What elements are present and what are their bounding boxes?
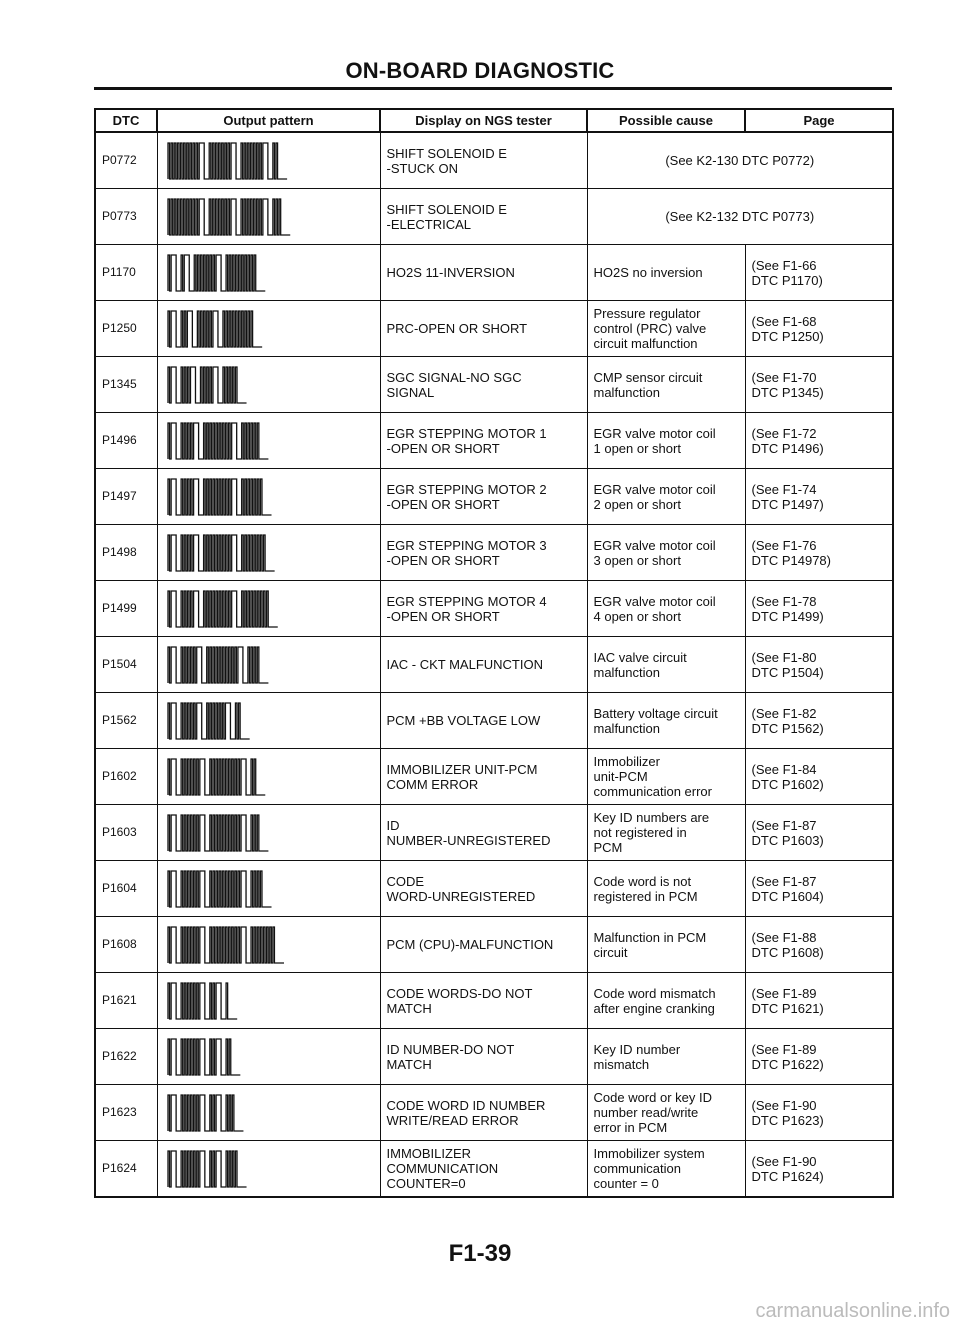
dtc-code: P1250: [95, 301, 157, 357]
ngs-display-text: CODE WORD-UNREGISTERED: [380, 861, 587, 917]
table-row: [95, 469, 893, 525]
output-pattern-waveform: [157, 469, 380, 525]
table-row: [95, 132, 893, 189]
output-pattern-waveform: [157, 861, 380, 917]
ngs-display-text: ID NUMBER-UNREGISTERED: [380, 805, 587, 861]
possible-cause: Immobilizer system communication counter = 0: [587, 1141, 745, 1198]
output-pattern-waveform: [157, 581, 380, 637]
table-row: [95, 357, 893, 413]
ngs-display-text: IMMOBILIZER UNIT-PCM COMM ERROR: [380, 749, 587, 805]
page-title: ON-BOARD DIAGNOSTIC: [345, 58, 615, 83]
possible-cause: Battery voltage circuit malfunction: [587, 693, 745, 749]
ngs-display-text: IMMOBILIZER COMMUNICATION COUNTER=0: [380, 1141, 587, 1198]
table-row: [95, 525, 893, 581]
output-pattern-waveform: [157, 245, 380, 301]
ngs-display-text: CODE WORD ID NUMBER WRITE/READ ERROR: [380, 1085, 587, 1141]
possible-cause: CMP sensor circuit malfunction: [587, 357, 745, 413]
output-pattern-waveform: [157, 749, 380, 805]
possible-cause: Key ID numbers are not registered in PCM: [587, 805, 745, 861]
output-pattern-waveform: [157, 1085, 380, 1141]
page-reference: (See F1-76 DTC P14978): [745, 525, 893, 581]
output-pattern-waveform: [157, 805, 380, 861]
table-row: [95, 189, 893, 245]
ngs-display-text: EGR STEPPING MOTOR 3 -OPEN OR SHORT: [380, 525, 587, 581]
dtc-code: P1497: [95, 469, 157, 525]
table-row: [95, 917, 893, 973]
table-row: [95, 245, 893, 301]
watermark: carmanualsonline.info: [755, 1300, 950, 1322]
dtc-code: P0772: [95, 132, 157, 189]
possible-cause: EGR valve motor coil 2 open or short: [587, 469, 745, 525]
output-pattern-waveform: [157, 132, 380, 189]
ngs-display-text: SGC SIGNAL-NO SGC SIGNAL: [380, 357, 587, 413]
ngs-display-text: EGR STEPPING MOTOR 1 -OPEN OR SHORT: [380, 413, 587, 469]
table-body: [95, 132, 893, 1197]
page-reference: (See K2-130 DTC P0772): [587, 132, 893, 189]
page-reference: (See F1-90 DTC P1624): [745, 1141, 893, 1198]
title-rule: [94, 87, 892, 90]
output-pattern-waveform: [157, 1029, 380, 1085]
page-reference: (See F1-89 DTC P1621): [745, 973, 893, 1029]
dtc-table: [94, 108, 894, 1198]
dtc-code: P1621: [95, 973, 157, 1029]
page-reference: (See F1-68 DTC P1250): [745, 301, 893, 357]
possible-cause: IAC valve circuit malfunction: [587, 637, 745, 693]
possible-cause: EGR valve motor coil 3 open or short: [587, 525, 745, 581]
ngs-display-text: SHIFT SOLENOID E -ELECTRICAL: [380, 189, 587, 245]
table-row: [95, 301, 893, 357]
output-pattern-waveform: [157, 413, 380, 469]
output-pattern-waveform: [157, 917, 380, 973]
possible-cause: Key ID number mismatch: [587, 1029, 745, 1085]
possible-cause: Immobilizer unit-PCM communication error: [587, 749, 745, 805]
possible-cause: Malfunction in PCM circuit: [587, 917, 745, 973]
page-reference: (See F1-84 DTC P1602): [745, 749, 893, 805]
possible-cause: Pressure regulator control (PRC) valve circuit malfunction: [587, 301, 745, 357]
dtc-code: P1624: [95, 1141, 157, 1198]
page-reference: (See F1-72 DTC P1496): [745, 413, 893, 469]
table-row: [95, 861, 893, 917]
column-header-output-pattern: Output pattern: [157, 109, 380, 132]
output-pattern-waveform: [157, 693, 380, 749]
output-pattern-waveform: [157, 637, 380, 693]
output-pattern-waveform: [157, 357, 380, 413]
page-reference: (See F1-70 DTC P1345): [745, 357, 893, 413]
output-pattern-waveform: [157, 301, 380, 357]
dtc-code: P1608: [95, 917, 157, 973]
ngs-display-text: PCM +BB VOLTAGE LOW: [380, 693, 587, 749]
possible-cause: Code word is not registered in PCM: [587, 861, 745, 917]
ngs-display-text: PCM (CPU)-MALFUNCTION: [380, 917, 587, 973]
dtc-code: P1504: [95, 637, 157, 693]
possible-cause: HO2S no inversion: [587, 245, 745, 301]
output-pattern-waveform: [157, 525, 380, 581]
possible-cause: Code word mismatch after engine cranking: [587, 973, 745, 1029]
table-row: [95, 581, 893, 637]
dtc-code: P1170: [95, 245, 157, 301]
dtc-code: P1496: [95, 413, 157, 469]
dtc-code: P1602: [95, 749, 157, 805]
table-header-row: [95, 109, 893, 132]
possible-cause: Code word or key ID number read/write error in PCM: [587, 1085, 745, 1141]
possible-cause: EGR valve motor coil 1 open or short: [587, 413, 745, 469]
dtc-code: P1562: [95, 693, 157, 749]
page-reference: (See F1-88 DTC P1608): [745, 917, 893, 973]
ngs-display-text: HO2S 11-INVERSION: [380, 245, 587, 301]
page-reference: (See F1-90 DTC P1623): [745, 1085, 893, 1141]
table-row: [95, 973, 893, 1029]
table-row: [95, 1085, 893, 1141]
column-header-page: Page: [745, 109, 893, 132]
page-reference: (See F1-87 DTC P1603): [745, 805, 893, 861]
page-reference: (See F1-82 DTC P1562): [745, 693, 893, 749]
ngs-display-text: PRC-OPEN OR SHORT: [380, 301, 587, 357]
column-header-display: Display on NGS tester: [380, 109, 587, 132]
table-row: [95, 637, 893, 693]
ngs-display-text: SHIFT SOLENOID E -STUCK ON: [380, 132, 587, 189]
page-reference: (See F1-78 DTC P1499): [745, 581, 893, 637]
dtc-code: P1622: [95, 1029, 157, 1085]
dtc-code: P1604: [95, 861, 157, 917]
ngs-display-text: IAC - CKT MALFUNCTION: [380, 637, 587, 693]
page-number: F1-39: [448, 1240, 512, 1267]
ngs-display-text: EGR STEPPING MOTOR 2 -OPEN OR SHORT: [380, 469, 587, 525]
dtc-code: P0773: [95, 189, 157, 245]
ngs-display-text: CODE WORDS-DO NOT MATCH: [380, 973, 587, 1029]
column-header-possible-cause: Possible cause: [587, 109, 745, 132]
table-row: [95, 1029, 893, 1085]
output-pattern-waveform: [157, 973, 380, 1029]
table-row: [95, 413, 893, 469]
table-row: [95, 693, 893, 749]
table-row: [95, 749, 893, 805]
page-reference: (See F1-74 DTC P1497): [745, 469, 893, 525]
ngs-display-text: EGR STEPPING MOTOR 4 -OPEN OR SHORT: [380, 581, 587, 637]
dtc-code: P1498: [95, 525, 157, 581]
dtc-code: P1623: [95, 1085, 157, 1141]
dtc-code: P1603: [95, 805, 157, 861]
output-pattern-waveform: [157, 1141, 380, 1198]
page-reference: (See K2-132 DTC P0773): [587, 189, 893, 245]
dtc-code: P1499: [95, 581, 157, 637]
page-reference: (See F1-80 DTC P1504): [745, 637, 893, 693]
page-reference: (See F1-89 DTC P1622): [745, 1029, 893, 1085]
page-reference: (See F1-87 DTC P1604): [745, 861, 893, 917]
output-pattern-waveform: [157, 189, 380, 245]
table-row: [95, 805, 893, 861]
column-header-dtc: DTC: [95, 109, 157, 132]
possible-cause: EGR valve motor coil 4 open or short: [587, 581, 745, 637]
dtc-code: P1345: [95, 357, 157, 413]
page-reference: (See F1-66 DTC P1170): [745, 245, 893, 301]
table-row: [95, 1141, 893, 1198]
ngs-display-text: ID NUMBER-DO NOT MATCH: [380, 1029, 587, 1085]
